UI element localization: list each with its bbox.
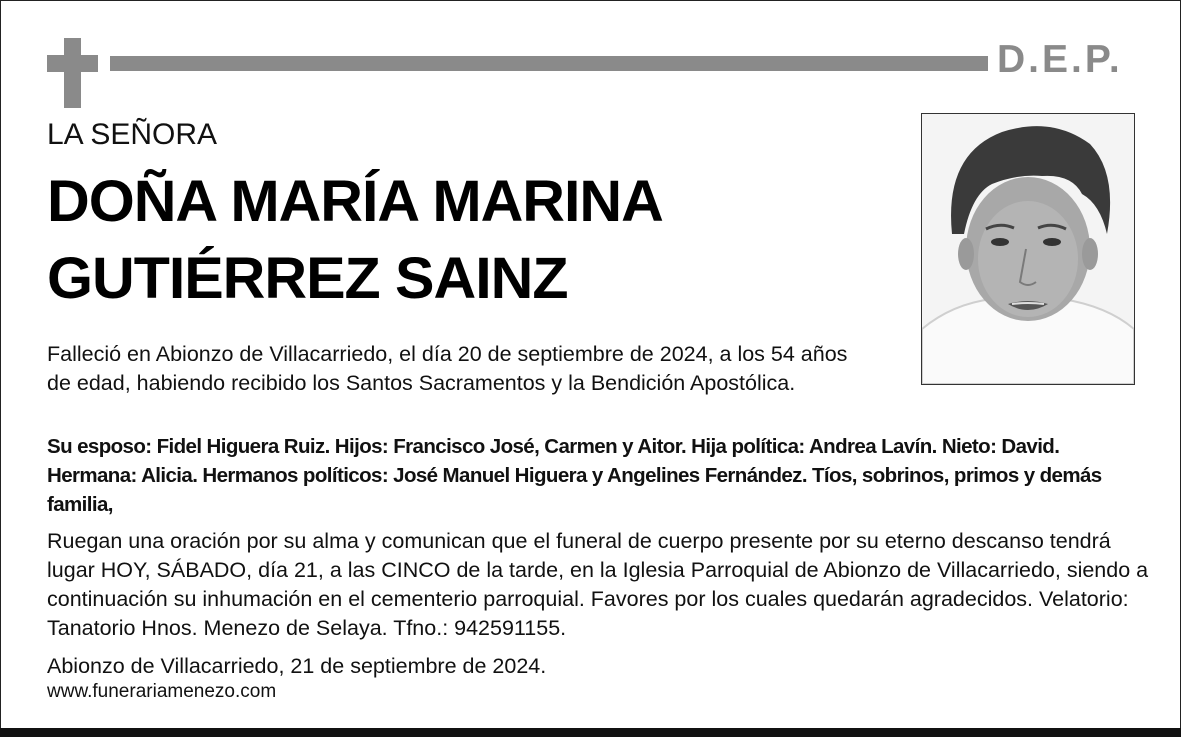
bottom-rule [0,728,1181,737]
cross-icon-bar [47,55,98,72]
portrait-image [922,114,1134,384]
website-link[interactable]: www.funerariamenezo.com [47,681,277,702]
deceased-name-line2: GUTIÉRREZ SAINZ [47,246,568,311]
dep-label: D.E.P. [997,38,1123,81]
death-notice: Falleció en Abionzo de Villacarriedo, el día 20 de septiembre de 2024, a los 54 años de edad, habiendo recibido los Santos Sacramentos y la Bendición Apostólica. [47,342,848,395]
header-rule [110,56,988,71]
portrait-photo [921,113,1135,385]
prayer-request: Ruegan una oración por su alma y comunican que el funeral de cuerpo presente por su eterno descanso tendrá lugar HOY, SÁBADO, día 21, a las CINCO de la tarde, en la Iglesia Parroquial de Abionzo de Villacarriedo, siendo a continuación su inhumación en el cementerio parroquial. Favores por los cuales quedarán agradecidos. Velatorio: Tanatorio Hnos. Menezo de Selaya. Tfno.: 942591155. [47,529,1149,640]
family-list: Su esposo: Fidel Higuera Ruiz. Hijos: Francisco José, Carmen y Aitor. Hija política: Andrea Lavín. Nieto: David. Hermana: Alicia. Hermanos políticos: José Manuel Higuera y Angelines Fernández. Tíos, sobrinos, primos y demás familia, [47,435,1102,516]
title-prefix: LA SEÑORA [47,118,218,151]
deceased-name-line1: DOÑA MARÍA MARINA [47,169,663,234]
cross-icon [64,38,81,108]
place-date: Abionzo de Villacarriedo, 21 de septiembre de 2024. [47,654,547,678]
